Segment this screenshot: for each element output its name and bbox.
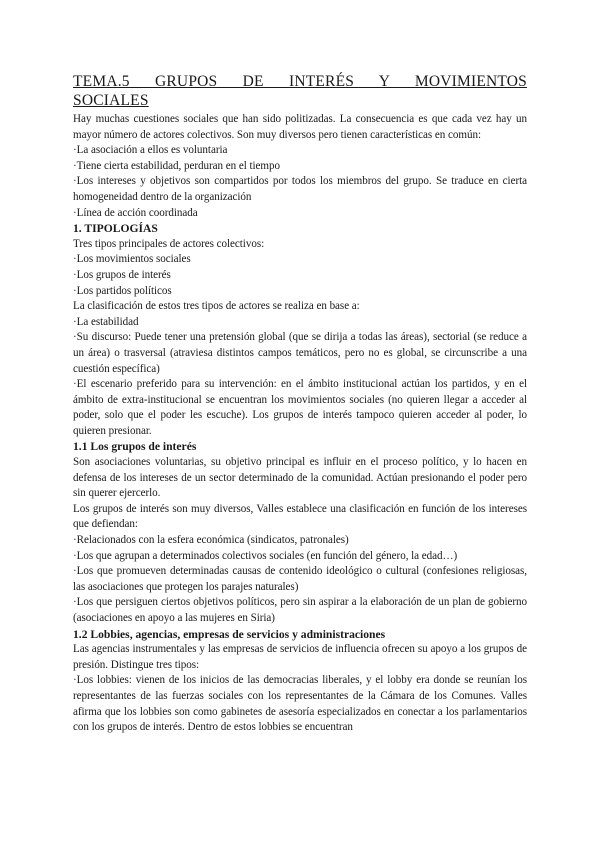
paragraph: ·Los movimientos sociales <box>73 253 191 266</box>
paragraph: ·La estabilidad <box>73 315 139 328</box>
paragraph: ·Tiene cierta estabilidad, perduran en el tiempo <box>73 159 280 172</box>
paragraph: ·El escenario preferido para su intervención: en el ámbito institucional actúan los partidos, y en el ámbito de extra-institucional se encuentran los movimientos sociales (no quieren llegar a acceder al poder, solo que el poder les escuche). Los grupos de interés tampoco quieren acceder al poder, lo quieren presionar. <box>73 378 527 437</box>
paragraph: ·Los partidos políticos <box>73 284 172 297</box>
section-heading: 1.2 Lobbies, agencias, empresas de servicios y administraciones <box>73 627 386 641</box>
paragraph: ·Línea de acción coordinada <box>73 206 198 219</box>
paragraph: ·La asociación a ellos es voluntaria <box>73 144 228 157</box>
paragraph: La clasificación de estos tres tipos de actores se realiza en base a: <box>73 300 360 313</box>
document-body <box>73 112 527 736</box>
paragraph: ·Los lobbies: vienen de los inicios de las democracias liberales, y el lobby era donde se reunían los representantes de las fuerzas sociales con los representantes de la Cámara de los Comunes. Valles afirma que los lobbies son como gabinetes de asesoría especializados en conectar a los parlamentarios con los grupos de interés. Dentro de estos lobbies se encuentran <box>73 674 527 734</box>
paragraph: ·Los que agrupan a determinados colectivos sociales (en función del género, la edad…) <box>73 549 458 562</box>
paragraph: Los grupos de interés son muy diversos, Valles establece una clasificación en función de los intereses que defiendan: <box>73 502 527 531</box>
paragraph: ·Los intereses y objetivos son compartidos por todos los miembros del grupo. Se traduce en cierta homogeneidad dentro de la organización <box>73 175 527 203</box>
section-heading: 1.1 Los grupos de interés <box>73 440 197 454</box>
paragraph: ·Los que persiguen ciertos objetivos políticos, pero sin aspirar a la elaboración de un plan de gobierno (asociaciones en apoyo a las mujeres en Siria) <box>73 596 527 624</box>
paragraph: Son asociaciones voluntarias, su objetivo principal es influir en el proceso político, y lo hacen en defensa de los intereses de un sector determinado de la comunidad. Actúan presionando el poder pero sin querer ejercerlo. <box>73 456 527 500</box>
document-title-line-2: SOCIALES <box>73 92 149 109</box>
paragraph: Hay muchas cuestiones sociales que han sido politizadas. La consecuencia es que cada vez hay un mayor número de actores colectivos. Son muy diversos pero tienen características en común: <box>73 113 527 141</box>
section-heading: 1. TIPOLOGÍAS <box>73 222 158 236</box>
paragraph: Las agencias instrumentales y las empresas de servicios de influencia ofrecen su apoyo a los grupos de presión. Distingue tres tipos: <box>73 643 527 671</box>
paragraph: ·Los grupos de interés <box>73 268 171 281</box>
paragraph: ·Los que promueven determinadas causas de contenido ideológico o cultural (confesiones religiosas, las asociaciones que protegen los parajes naturales) <box>73 565 527 593</box>
document-title-line-1: TEMA.5 GRUPOS DE INTERÉS Y MOVIMIENTOS <box>73 73 527 90</box>
paragraph: ·Relacionados con la esfera económica (sindicatos, patronales) <box>73 534 349 547</box>
paragraph: Tres tipos principales de actores colectivos: <box>73 237 265 250</box>
paragraph: ·Su discurso: Puede tener una pretensión global (que se dirija a todas las áreas), sectorial (se reduce a un área) o trasversal (atraviesa distintos campos temáticos, pero no es global, se circunscribe a una cuestión específica) <box>73 331 527 375</box>
